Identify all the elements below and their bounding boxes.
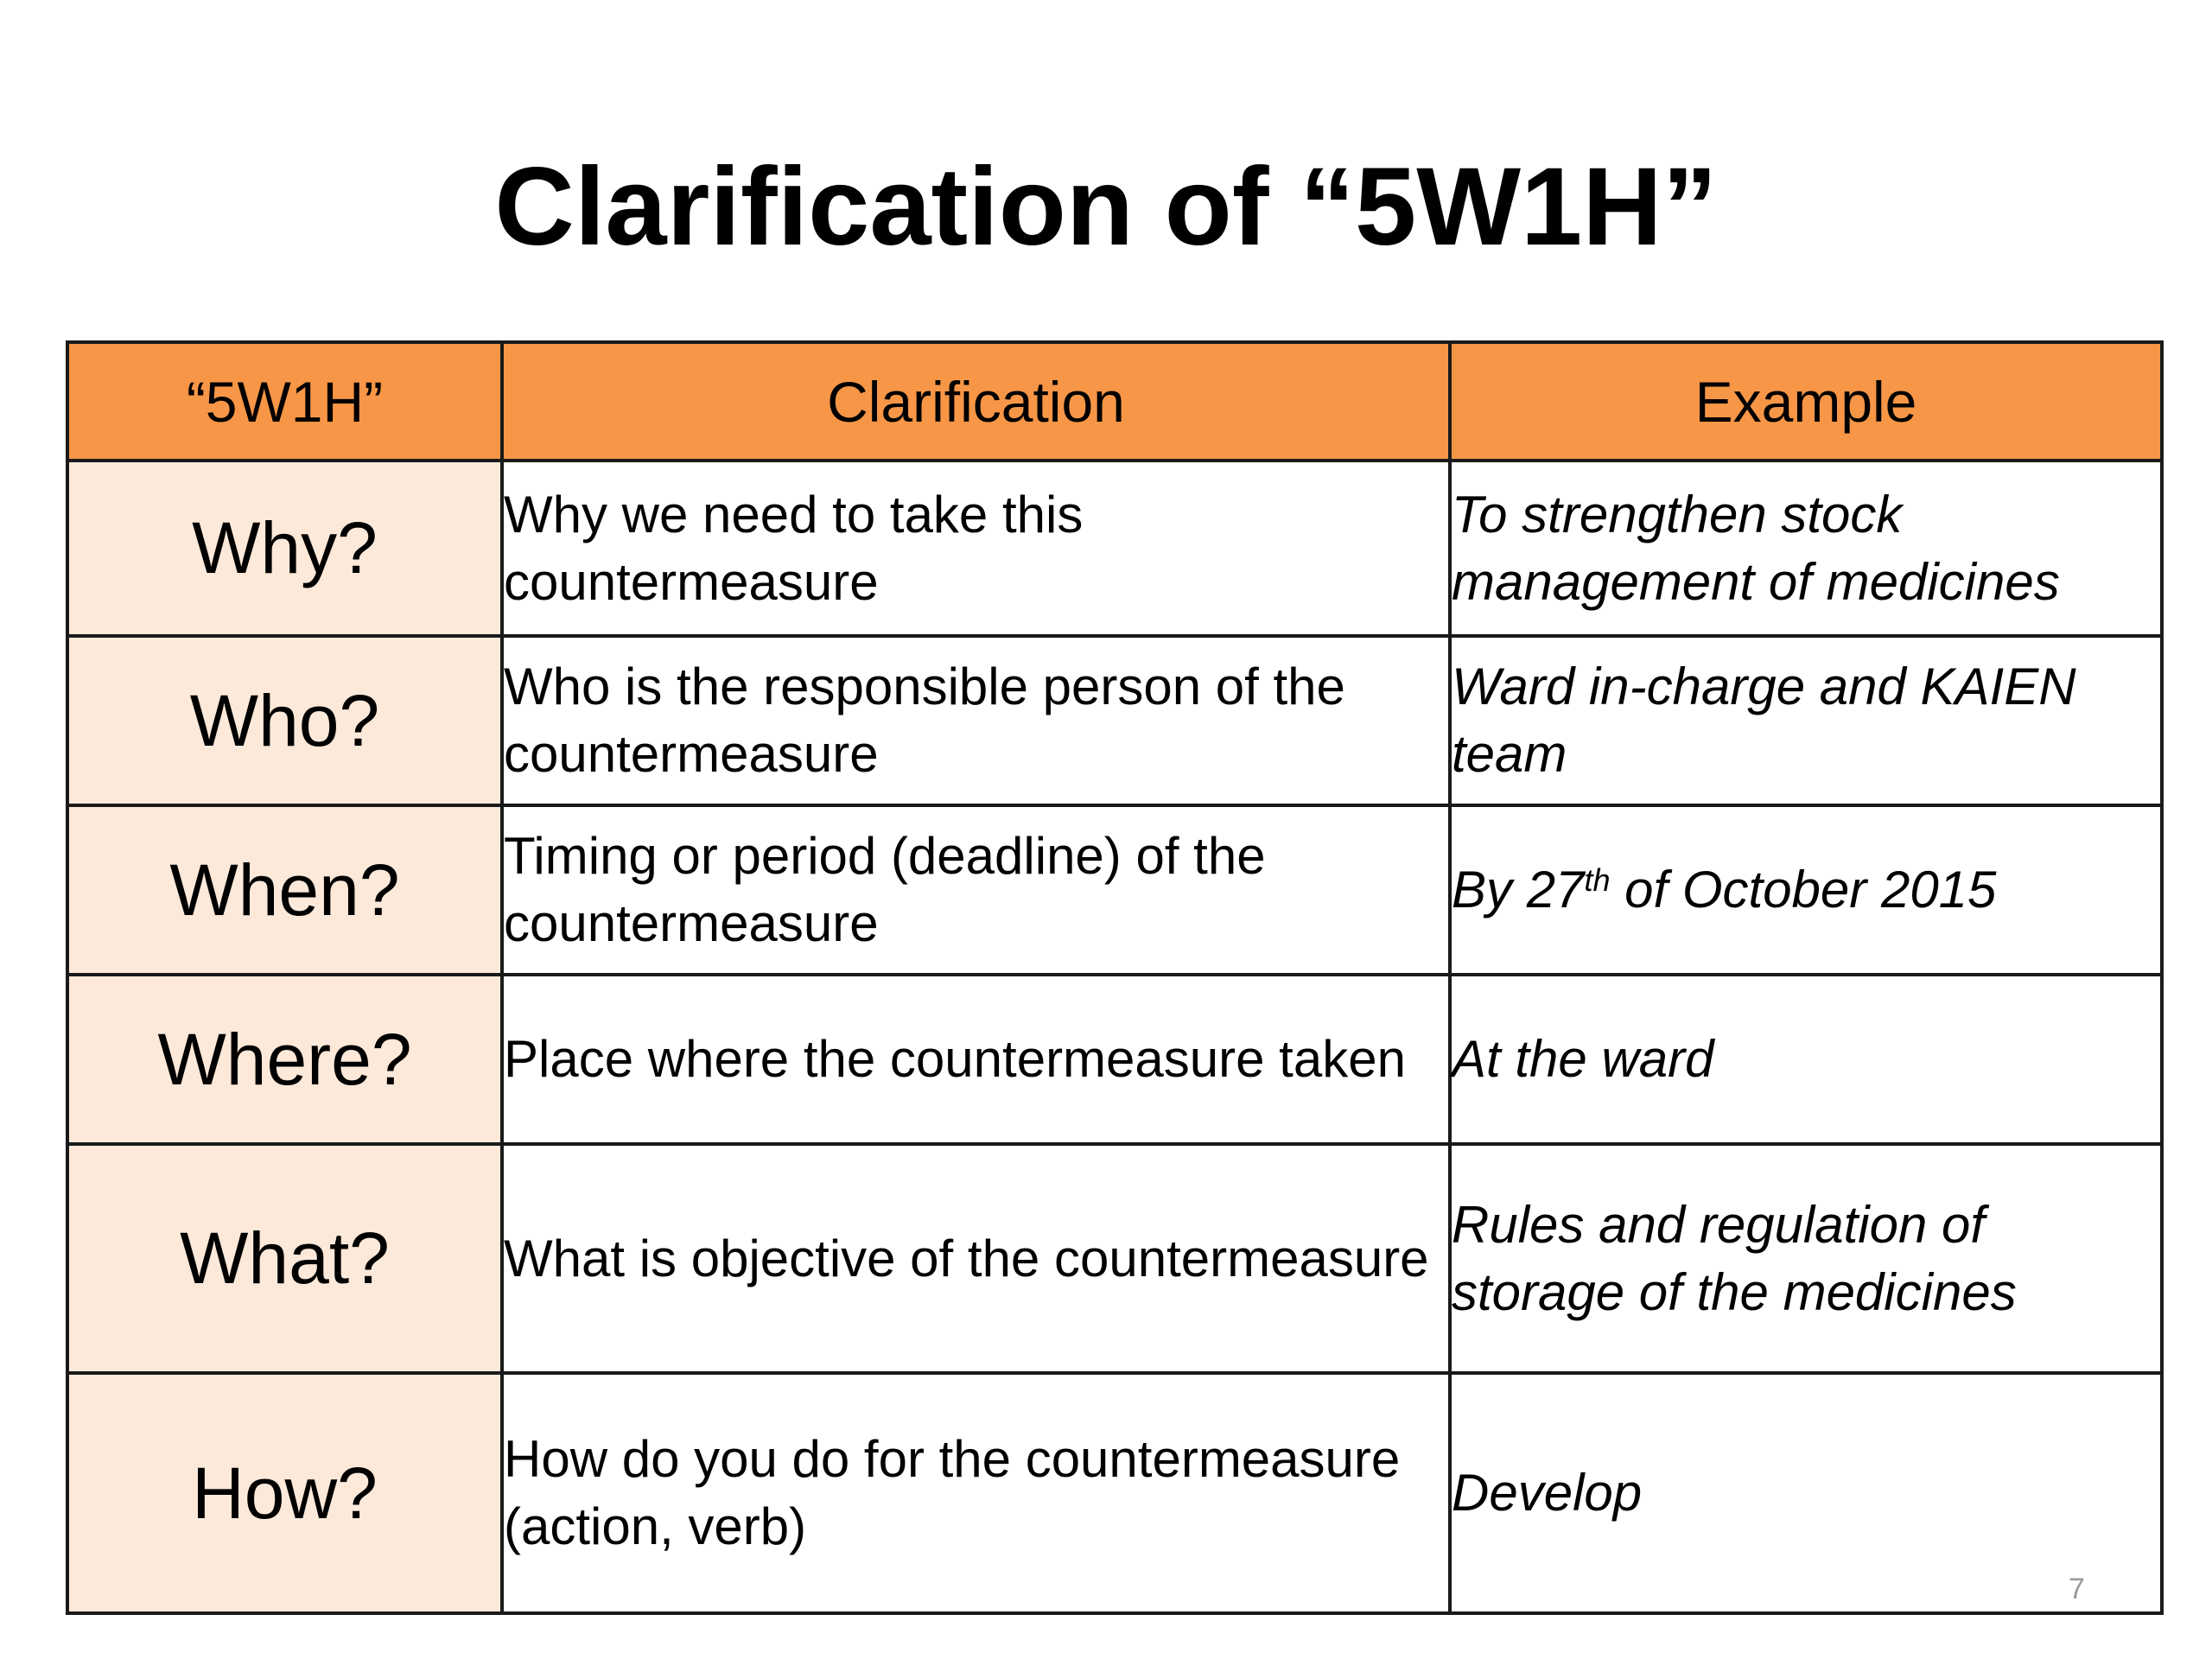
ordinal-suffix: th <box>1584 862 1611 898</box>
row-label: Where? <box>67 975 502 1144</box>
table-row-who <box>67 636 2162 805</box>
example-cell <box>1450 805 2162 975</box>
example-cell: Rules and regulation of storage of the medicines <box>1450 1144 2162 1373</box>
clarification-cell: Who is the responsible person of the countermeasure <box>502 636 1450 805</box>
example-cell: To strengthen stock management of medicines <box>1450 461 2162 636</box>
header-clarification: Clarification <box>502 342 1450 461</box>
page-number: 7 <box>2069 1573 2085 1605</box>
header-example: Example <box>1450 342 2162 461</box>
clarification-cell: What is objective of the countermeasure <box>502 1144 1450 1373</box>
clarification-cell: Why we need to take this countermeasure <box>502 461 1450 636</box>
table-row-when <box>67 805 2162 975</box>
example-cell: At the ward <box>1450 975 2162 1144</box>
row-label: Why? <box>67 461 502 636</box>
table-row-why <box>67 461 2162 636</box>
header-row <box>67 342 2162 461</box>
example-text-prefix: By 27 <box>1452 861 1585 918</box>
table-header <box>67 342 2162 461</box>
table-row-where <box>67 975 2162 1144</box>
clarification-cell: Timing or period (deadline) of the countermeasure <box>502 805 1450 975</box>
clarification-cell: How do you do for the countermeasure (action, verb) <box>502 1373 1450 1613</box>
header-5w1h: “5W1H” <box>67 342 502 461</box>
table-body <box>67 461 2162 1613</box>
row-label: How? <box>67 1373 502 1613</box>
example-cell: Ward in-charge and KAIEN team <box>1450 636 2162 805</box>
example-cell: Develop <box>1450 1373 2162 1613</box>
table-row-how <box>67 1373 2162 1613</box>
example-text-suffix: of October 2015 <box>1610 861 1997 918</box>
row-label: When? <box>67 805 502 975</box>
clarification-cell: Place where the countermeasure taken <box>502 975 1450 1144</box>
row-label: Who? <box>67 636 502 805</box>
slide-title: Clarification of “5W1H” <box>494 145 1718 269</box>
row-label: What? <box>67 1144 502 1373</box>
table-row-what <box>67 1144 2162 1373</box>
5w1h-table <box>66 340 2164 1615</box>
